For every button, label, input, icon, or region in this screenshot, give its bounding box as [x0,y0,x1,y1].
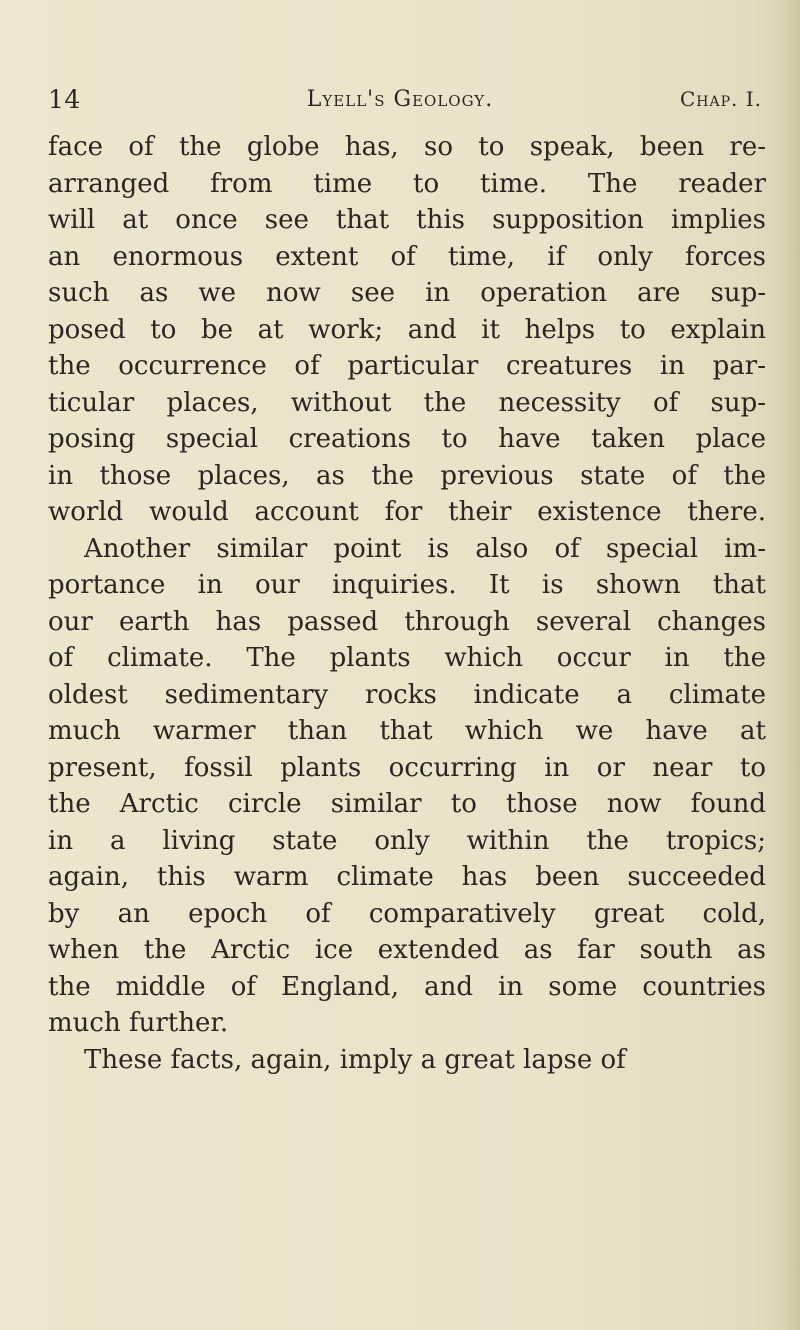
text-line: our earth has passed through several changes [48,606,766,637]
text-line: posing special creations to have taken place [48,424,766,454]
page-header [0,85,800,121]
text-line: portance in our inquiries. It is shown that [48,570,766,600]
text-line: such as we now see in operation are sup- [48,278,766,308]
text-line: in those places, as the previous state of the [48,460,766,491]
paragraph-end-line: much further. [48,1008,229,1038]
text-line: the middle of England, and in some countries [48,971,766,1002]
text-line: when the Arctic ice extended as far south as [48,935,766,965]
text-line: in a living state only within the tropics; [48,825,766,856]
paragraph-start-line: Another similar point is also of special im- [84,533,766,564]
text-line: posed to be at work; and it helps to explain [48,314,766,345]
text-line: present, fossil plants occurring in or near to [48,752,766,783]
chapter-reference: Chap. I. [679,87,762,111]
page-number: 14 [48,85,81,114]
text-line: ticular places, without the necessity of sup- [48,387,766,418]
text-line: world would account for their existence there. [48,497,766,527]
text-line: of climate. The plants which occur in the [48,643,766,673]
text-line: the Arctic circle similar to those now found [48,789,766,819]
body-text [48,129,766,1078]
text-line: will at once see that this supposition implies [48,205,766,235]
text-line: face of the globe has, so to speak, been re- [48,132,766,162]
text-line: an enormous extent of time, if only forces [48,241,766,272]
text-line: much warmer than that which we have at [48,716,766,746]
running-title: Lyell's Geology. [306,87,494,112]
paragraph-start-line: These facts, again, imply a great lapse of [84,1044,626,1075]
text-line: the occurrence of particular creatures in par- [48,351,766,381]
text-line: again, this warm climate has been succeeded [48,862,766,892]
page-edge-shading [786,0,800,1330]
text-line: arranged from time to time. The reader [48,168,766,199]
text-line: by an epoch of comparatively great cold, [48,898,766,929]
text-line: oldest sedimentary rocks indicate a climate [48,679,766,710]
